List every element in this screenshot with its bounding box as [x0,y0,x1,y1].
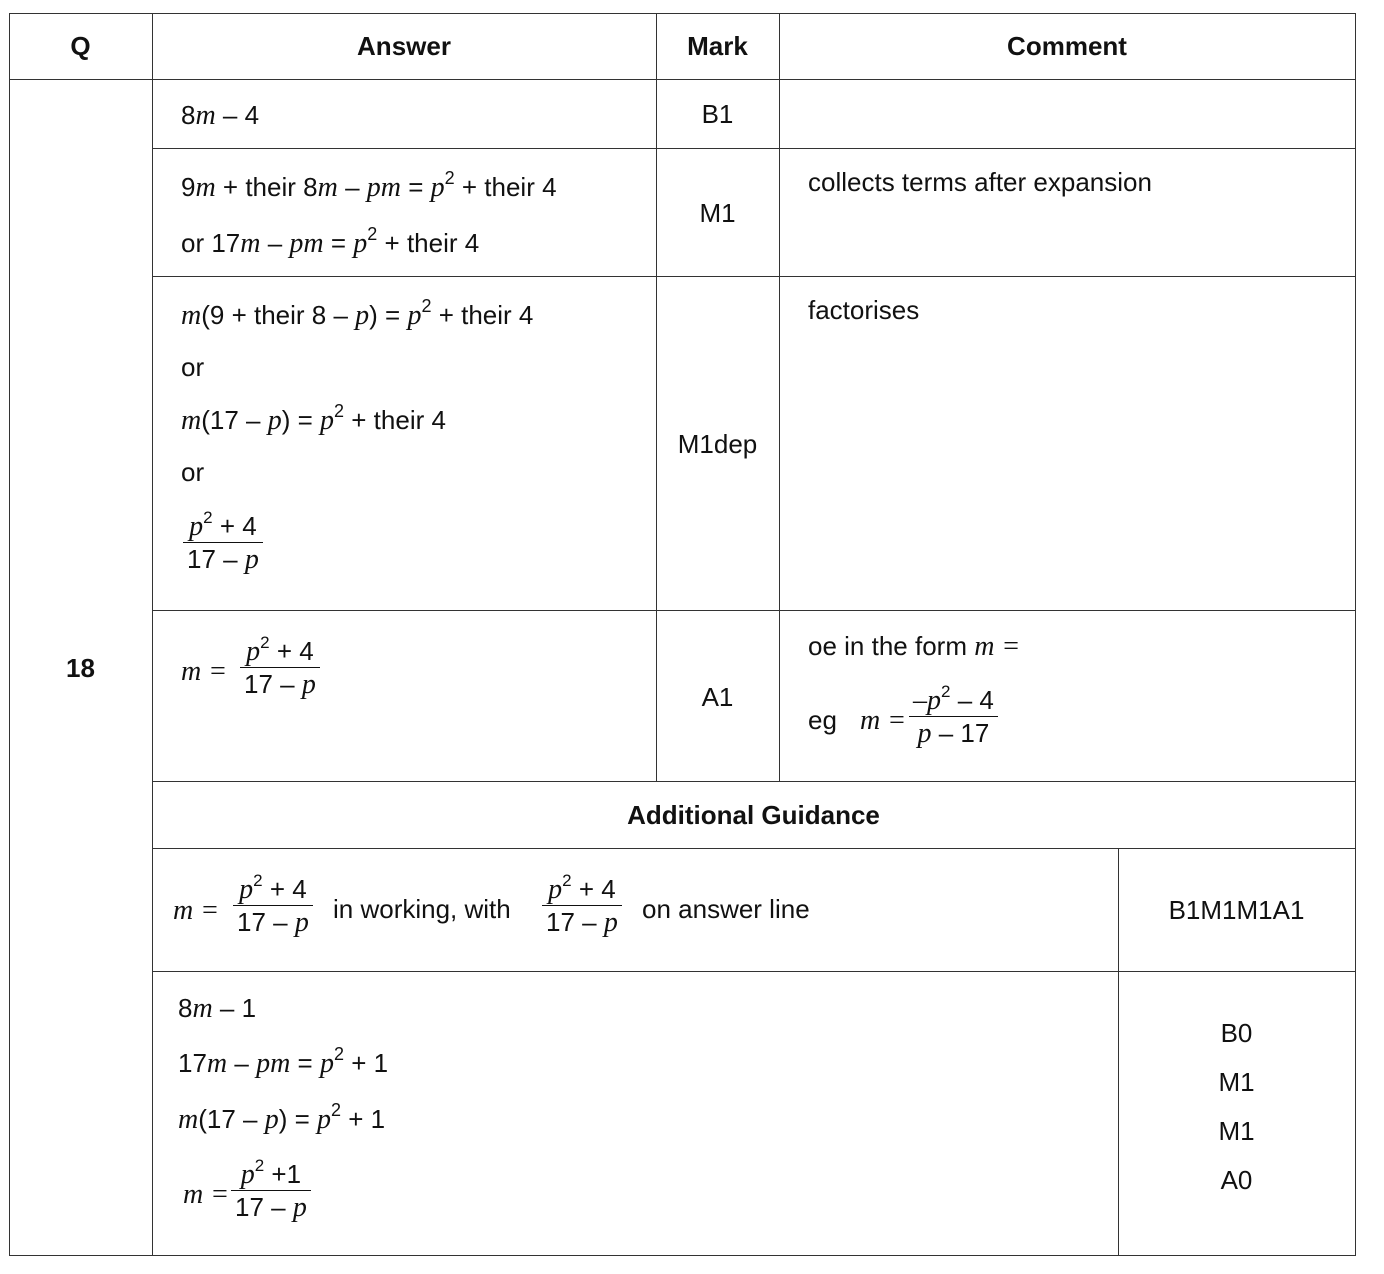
row4-answer-lhs: m = [181,656,228,687]
guidance1-lhs: m = [173,895,220,926]
row3-mark: M1dep [677,429,758,459]
guidance-title: Additional Guidance [627,800,880,830]
guidance2-line1: 8m – 1 [178,993,257,1024]
rule-header-bottom [9,79,1356,80]
row4-comment-fraction: $\frac{-p^2 - 4}{p - 17}$ [909,685,998,750]
rule-row2-bottom [152,276,1356,277]
question-number: 18 [66,653,95,683]
row3-answer-line2: $m(17 - p) = p^2$ + their 4 [181,401,446,436]
row3-answer-line1: m(9 + their $8 - p) = p^2$ + their 4 [181,296,534,331]
row3-or-1: or [181,352,205,382]
guidance2-fraction: $\frac{p^2 +1}{17 - p}$ [231,1159,311,1224]
rule-q-right [152,13,153,1256]
guidance2-mark-1: B0 [1220,1018,1253,1048]
guidance2-lhs: m = [183,1179,230,1210]
rule-row3-bottom [152,610,1356,611]
guidance1-end-text: on answer line [642,894,810,924]
row3-fraction: $\frac{p^2 + 4}{17 - p}$ [183,511,263,576]
row4-comment-line1: oe in the form m = [808,631,1021,662]
rule-bottom [9,1255,1356,1256]
rule-g1-bottom [152,971,1356,972]
rule-mark-right [779,13,780,782]
row2-answer-line1: 9m + their 8m – pm = $p^2$ + their 4 [181,168,557,203]
rule-left [9,13,10,1256]
guidance1-fraction-2: $\frac{p^2 + 4}{17 - p}$ [542,874,622,939]
guidance2-mark-4: A0 [1220,1165,1253,1195]
guidance1-fraction-1: $\frac{p^2 + 4}{17 - p}$ [233,874,313,939]
guidance1-mark: B1M1M1A1 [1168,895,1305,925]
row1-mark: B1 [701,99,734,129]
rule-row1-bottom [152,148,1356,149]
guidance2-mark-2: M1 [1218,1067,1255,1097]
row3-comment: factorises [808,295,920,325]
rule-right [1355,13,1356,1256]
guidance2-mark-3: M1 [1218,1116,1255,1146]
header-mark: Mark [687,31,748,61]
rule-top [9,13,1356,14]
row2-comment: collects terms after expansion [808,167,1152,197]
row4-comment-eg: eg [808,705,837,735]
row4-answer-fraction: $\frac{p^2 + 4}{17 - p}$ [240,636,320,701]
header-comment: Comment [1007,31,1127,61]
row4-comment-lhs: m = [860,705,907,736]
guidance1-middle-text: in working, with [333,894,511,924]
rule-row4-bottom [152,781,1356,782]
header-q: Q [70,31,91,61]
guidance2-line3: $m(17 - p) = p^2 + 1$ [178,1100,386,1135]
row2-answer-line2: or 17m – pm = $p^2$ + their 4 [181,224,480,259]
row1-answer: 8m – 4 [181,100,260,131]
rule-guidance-title-bottom [152,848,1356,849]
header-answer: Answer [357,31,451,61]
row4-mark: A1 [701,682,734,712]
row3-or-2: or [181,457,205,487]
row2-mark: M1 [699,198,736,228]
guidance2-line2: 17m – pm = $p^2 + 1$ [178,1044,389,1079]
